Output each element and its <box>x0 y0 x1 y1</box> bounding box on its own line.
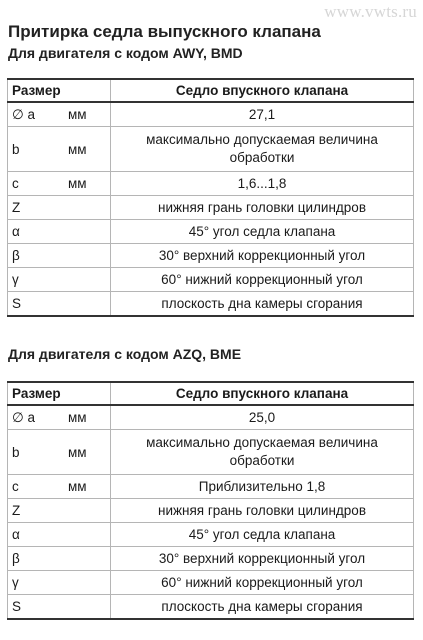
row-value: плоскость дна камеры сгорания <box>111 595 414 620</box>
watermark: www.vwts.ru <box>324 2 417 21</box>
section1-subtitle: Для двигателя с кодом AWY, BMD <box>8 45 243 61</box>
row-unit <box>68 292 111 317</box>
row-symbol: α <box>8 523 69 547</box>
section2-subtitle: Для двигателя с кодом AZQ, BME <box>8 346 242 362</box>
row-symbol: S <box>8 595 69 620</box>
table-row <box>8 196 414 220</box>
table-row <box>8 127 414 172</box>
row-value: 45° угол седла клапана <box>111 523 414 547</box>
table-row <box>8 172 414 196</box>
row-value: нижняя грань головки цилиндров <box>111 499 414 523</box>
row-unit: мм <box>68 127 111 172</box>
table-row <box>8 475 414 499</box>
table-header-row <box>8 79 414 102</box>
table-row <box>8 571 414 595</box>
row-value: 27,1 <box>111 102 414 127</box>
row-value: 25,0 <box>111 405 414 430</box>
row-symbol: β <box>8 547 69 571</box>
row-symbol: γ <box>8 268 69 292</box>
row-unit <box>68 547 111 571</box>
header-value: Седло впускного клапана <box>111 382 414 405</box>
table-row <box>8 547 414 571</box>
row-unit: мм <box>68 430 111 475</box>
row-unit <box>68 220 111 244</box>
table-row <box>8 405 414 430</box>
row-value: 60° нижний коррекционный угол <box>111 571 414 595</box>
page-title: Притирка седла выпускного клапана <box>8 22 321 41</box>
row-value: 30° верхний коррекционный угол <box>111 244 414 268</box>
row-value: плоскость дна камеры сгорания <box>111 292 414 317</box>
row-unit <box>68 268 111 292</box>
header-size: Размер <box>8 382 111 405</box>
row-value: 30° верхний коррекционный угол <box>111 547 414 571</box>
row-value: 1,6...1,8 <box>111 172 414 196</box>
row-symbol: c <box>8 172 69 196</box>
row-unit: мм <box>68 475 111 499</box>
row-unit <box>68 571 111 595</box>
row-unit <box>68 244 111 268</box>
row-unit <box>68 595 111 620</box>
row-symbol: Z <box>8 196 69 220</box>
table-row <box>8 523 414 547</box>
row-symbol: β <box>8 244 69 268</box>
row-unit: мм <box>68 102 111 127</box>
spec-table-azq-bme <box>7 381 414 620</box>
row-symbol: ∅ a <box>8 405 69 430</box>
row-symbol: Z <box>8 499 69 523</box>
table-row <box>8 220 414 244</box>
row-unit <box>68 196 111 220</box>
row-symbol: α <box>8 220 69 244</box>
table-row <box>8 268 414 292</box>
spec-table-awy-bmd <box>7 78 414 317</box>
row-unit: мм <box>68 172 111 196</box>
row-symbol: b <box>8 430 69 475</box>
row-value: 45° угол седла клапана <box>111 220 414 244</box>
table-row <box>8 244 414 268</box>
row-value: максимально допускаемая величина обработки <box>111 127 414 172</box>
row-symbol: ∅ a <box>8 102 69 127</box>
header-size: Размер <box>8 79 111 102</box>
row-value: нижняя грань головки цилиндров <box>111 196 414 220</box>
table-header-row <box>8 382 414 405</box>
row-unit <box>68 523 111 547</box>
table-row <box>8 292 414 317</box>
table-row <box>8 430 414 475</box>
row-symbol: γ <box>8 571 69 595</box>
table-row <box>8 499 414 523</box>
header-value: Седло впускного клапана <box>111 79 414 102</box>
row-symbol: c <box>8 475 69 499</box>
row-unit: мм <box>68 405 111 430</box>
row-value: Приблизительно 1,8 <box>111 475 414 499</box>
row-value: 60° нижний коррекционный угол <box>111 268 414 292</box>
row-symbol: S <box>8 292 69 317</box>
row-symbol: b <box>8 127 69 172</box>
table-row <box>8 102 414 127</box>
row-unit <box>68 499 111 523</box>
row-value: максимально допускаемая величина обработки <box>111 430 414 475</box>
table-row <box>8 595 414 620</box>
